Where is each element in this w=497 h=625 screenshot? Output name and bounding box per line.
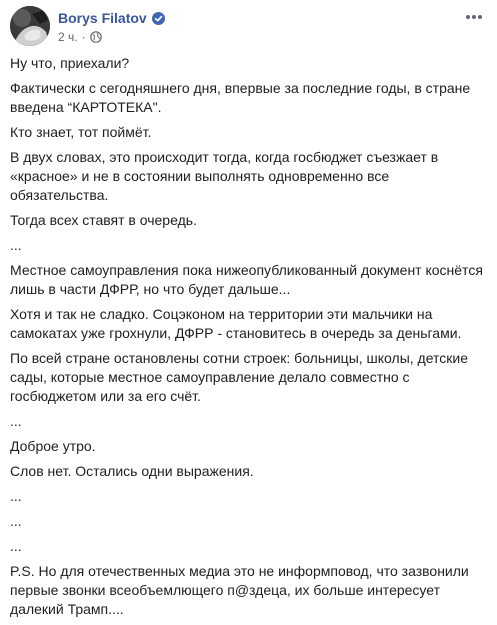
post-paragraph: ... xyxy=(10,538,22,554)
post-body xyxy=(10,54,486,625)
post-paragraph: Ну что, приехали? xyxy=(10,55,130,71)
more-options-button[interactable] xyxy=(463,8,485,26)
author-avatar[interactable] xyxy=(10,6,50,46)
avatar-photo xyxy=(10,6,50,46)
post-paragraph: По всей стране остановлены сотни строек: больницы, школы, детские сады, которые местное самоуправление делало совместно с госбюджетом или за его счёт. xyxy=(10,350,469,404)
post-paragraph: ... xyxy=(10,237,22,253)
post-paragraph: Слов нет. Остались одни выражения. xyxy=(10,463,254,479)
author-line xyxy=(58,9,165,27)
post-paragraph: P.S. Но для отечественных медиа это не информповод, что зазвонили первые звонки всеобъемлющего п@здеца, их больше интересует далекий Трамп.... xyxy=(10,563,469,617)
post-paragraph: Хотя и так не сладко. Соцэконом на территории эти мальчики на самокатах уже грохнули, ДФРР - становитесь в очередь за деньгами. xyxy=(10,306,462,341)
post-header xyxy=(10,6,487,46)
more-dots-icon xyxy=(465,14,483,20)
author-name[interactable]: Borys Filatov xyxy=(58,10,147,26)
post-paragraph: Фактически с сегодняшнего дня, впервые за последние годы, в стране введена “КАРТОТЕКА". xyxy=(10,80,471,115)
post-paragraph: Тогда всех ставят в очередь. xyxy=(10,212,197,228)
post-paragraph: Местное самоуправления пока нижеопубликованный документ коснётся лишь в части ДФРР, но что будет дальше... xyxy=(10,262,483,297)
post-paragraph: ... xyxy=(10,413,22,429)
meta-separator: · xyxy=(81,30,86,44)
post-paragraph: Кто знает, тот поймёт. xyxy=(10,124,152,140)
post-paragraph: В двух словах, это происходит тогда, когда госбюджет съезжает в «красное» и не в состоянии выполнять одновременно все обязательства. xyxy=(10,149,439,203)
post-paragraph: ... xyxy=(10,513,22,529)
verified-badge-icon xyxy=(152,12,165,25)
post-meta xyxy=(58,29,102,45)
post-paragraph: ... xyxy=(10,488,22,504)
post-timestamp[interactable]: 2 ч. xyxy=(58,30,78,44)
post-paragraph: Доброе утро. xyxy=(10,438,96,454)
globe-icon[interactable] xyxy=(90,31,102,43)
